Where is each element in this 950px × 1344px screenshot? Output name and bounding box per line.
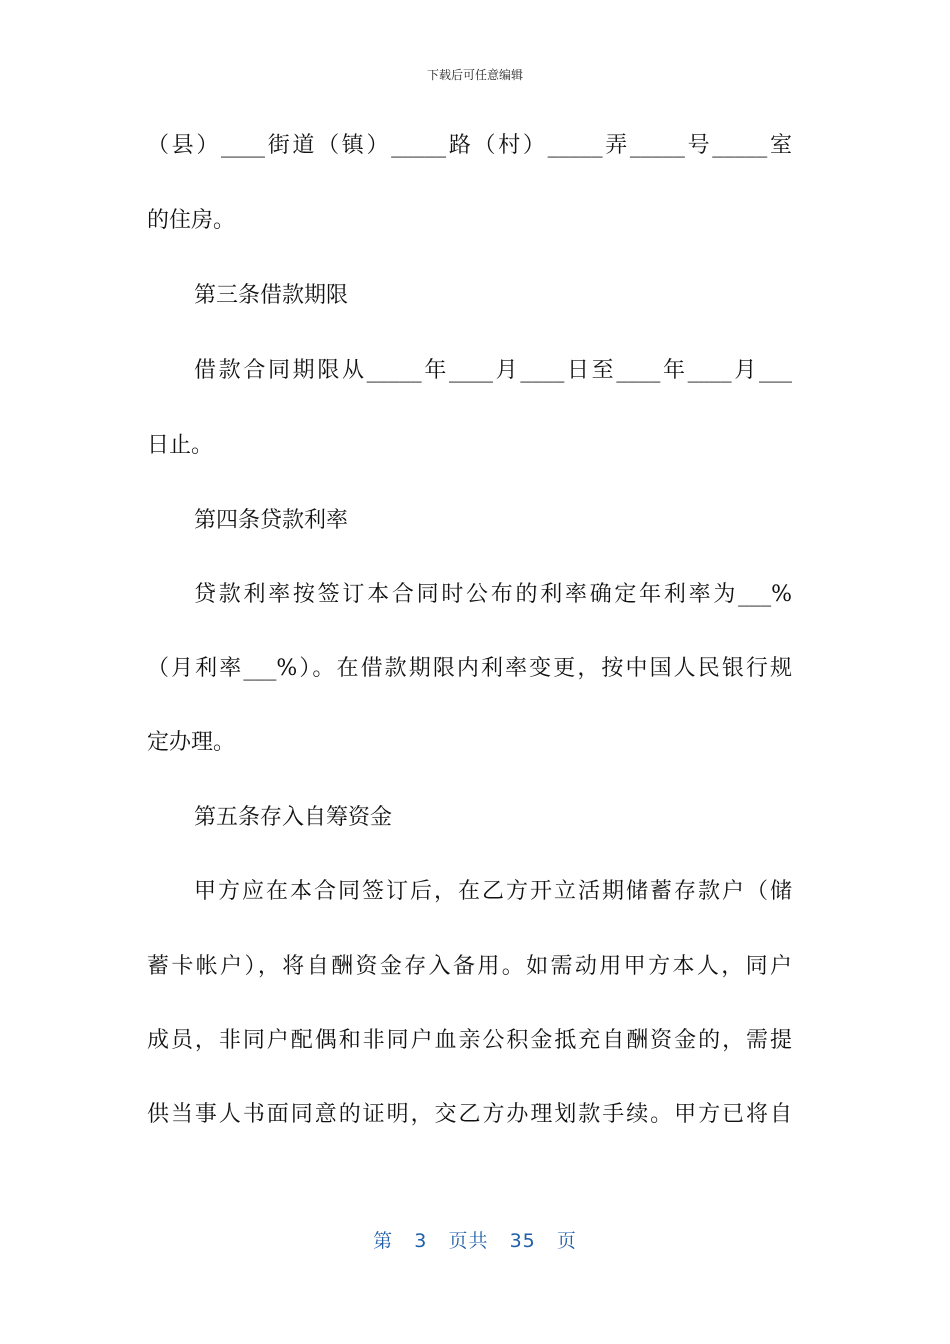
- page-label-suffix: 页: [556, 1230, 577, 1252]
- body-line-5: 日止。: [147, 433, 214, 458]
- body-line-7: 贷款利率按签订本合同时公布的利率确定年利率为___%: [194, 582, 792, 607]
- section-heading-3: 第三条借款期限: [194, 283, 349, 308]
- body-line-9: 定办理。: [147, 730, 236, 755]
- current-page-number: 3: [414, 1230, 428, 1252]
- body-line-13: 成员，非同户配偶和非同户血亲公积金抵充自酬资金的，需提: [147, 1028, 792, 1053]
- body-line-8: （月利率___%）。在借款期限内利率变更，按中国人民银行规: [147, 656, 792, 681]
- body-line-2: 的住房。: [147, 208, 236, 233]
- body-line-12: 蓄卡帐户），将自酬资金存入备用。如需动用甲方本人，同户: [147, 954, 792, 979]
- body-line-14: 供当事人书面同意的证明，交乙方办理划款手续。甲方已将自: [147, 1102, 792, 1127]
- body-line-4: 借款合同期限从_____年____月____日至____年____月___: [194, 358, 792, 383]
- body-line-11: 甲方应在本合同签订后，在乙方开立活期储蓄存款户（储: [194, 879, 792, 904]
- header-note: 下载后可任意编辑: [426, 68, 523, 82]
- total-pages-number: 35: [509, 1230, 536, 1252]
- section-heading-5: 第五条存入自筹资金: [194, 805, 393, 830]
- page-footer: [0, 1226, 950, 1253]
- page-label-mid: 页共: [448, 1230, 489, 1252]
- page-label-prefix: 第: [373, 1230, 394, 1252]
- body-line-1: （县）____街道（镇）_____路（村）_____弄_____号_____室: [147, 133, 792, 158]
- section-heading-4: 第四条贷款利率: [194, 508, 349, 533]
